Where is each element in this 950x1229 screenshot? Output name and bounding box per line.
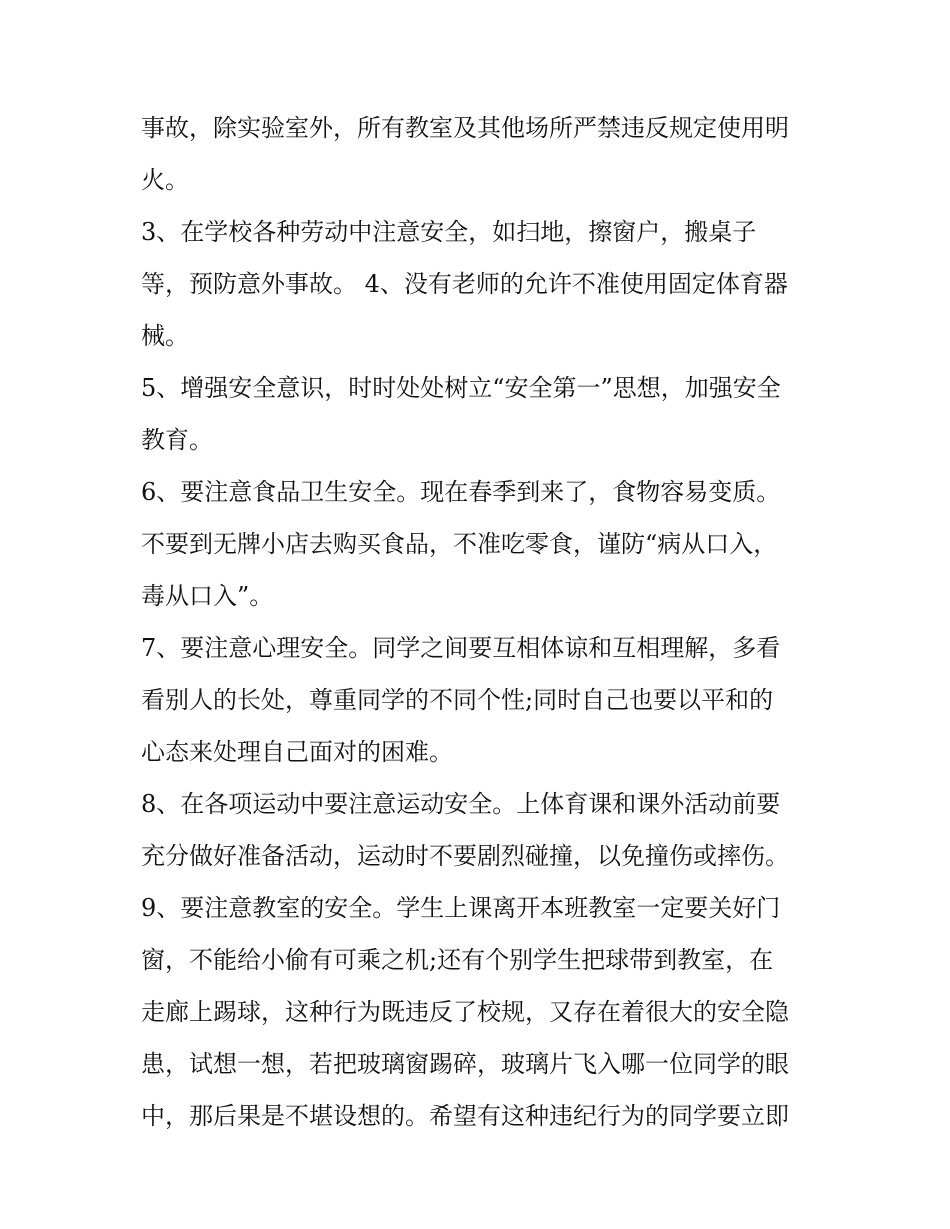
text-line: 心态来处理自己面对的困难。 bbox=[141, 738, 453, 766]
text-line: 窗，不能给小偷有可乘之机;还有个别学生把球带到教室，在 bbox=[141, 946, 774, 974]
text-line: 教育。 bbox=[141, 426, 213, 454]
text-line: 等，预防意外事故。 4、没有老师的允许不准使用固定体育器 bbox=[141, 270, 788, 298]
text-line: 3、在学校各种劳动中注意安全，如扫地，擦窗户，搬桌子 bbox=[141, 218, 757, 246]
text-line: 械。 bbox=[141, 322, 189, 350]
text-line: 火。 bbox=[141, 166, 189, 194]
text-line: 走廊上踢球，这种行为既违反了校规，又存在着很大的安全隐 bbox=[141, 998, 789, 1026]
text-line: 8、在各项运动中要注意运动安全。上体育课和课外活动前要 bbox=[141, 790, 781, 818]
text-line: 7、要注意心理安全。同学之间要互相体谅和互相理解，多看 bbox=[141, 634, 781, 662]
text-line: 看别人的长处，尊重同学的不同个性;同时自己也要以平和的 bbox=[141, 686, 774, 714]
text-line: 事故，除实验室外，所有教室及其他场所严禁违反规定使用明 bbox=[141, 114, 789, 142]
text-line: 6、要注意食品卫生安全。现在春季到来了，食物容易变质。 bbox=[141, 478, 781, 506]
text-line: 患，试想一想，若把玻璃窗踢碎，玻璃片飞入哪一位同学的眼 bbox=[141, 1050, 789, 1078]
text-line: 5、增强安全意识，时时处处树立“安全第一”思想，加强安全 bbox=[141, 374, 781, 402]
text-line: 中，那后果是不堪设想的。希望有这种违纪行为的同学要立即 bbox=[141, 1102, 789, 1130]
text-line: 9、要注意教室的安全。学生上课离开本班教室一定要关好门 bbox=[141, 894, 781, 922]
body-text bbox=[141, 102, 831, 1142]
text-line: 毒从口入”。 bbox=[141, 582, 274, 610]
text-line: 不要到无牌小店去购买食品，不准吃零食，谨防“病从口入， bbox=[141, 530, 778, 558]
text-line: 充分做好准备活动，运动时不要剧烈碰撞，以免撞伤或摔伤。 bbox=[141, 842, 789, 870]
